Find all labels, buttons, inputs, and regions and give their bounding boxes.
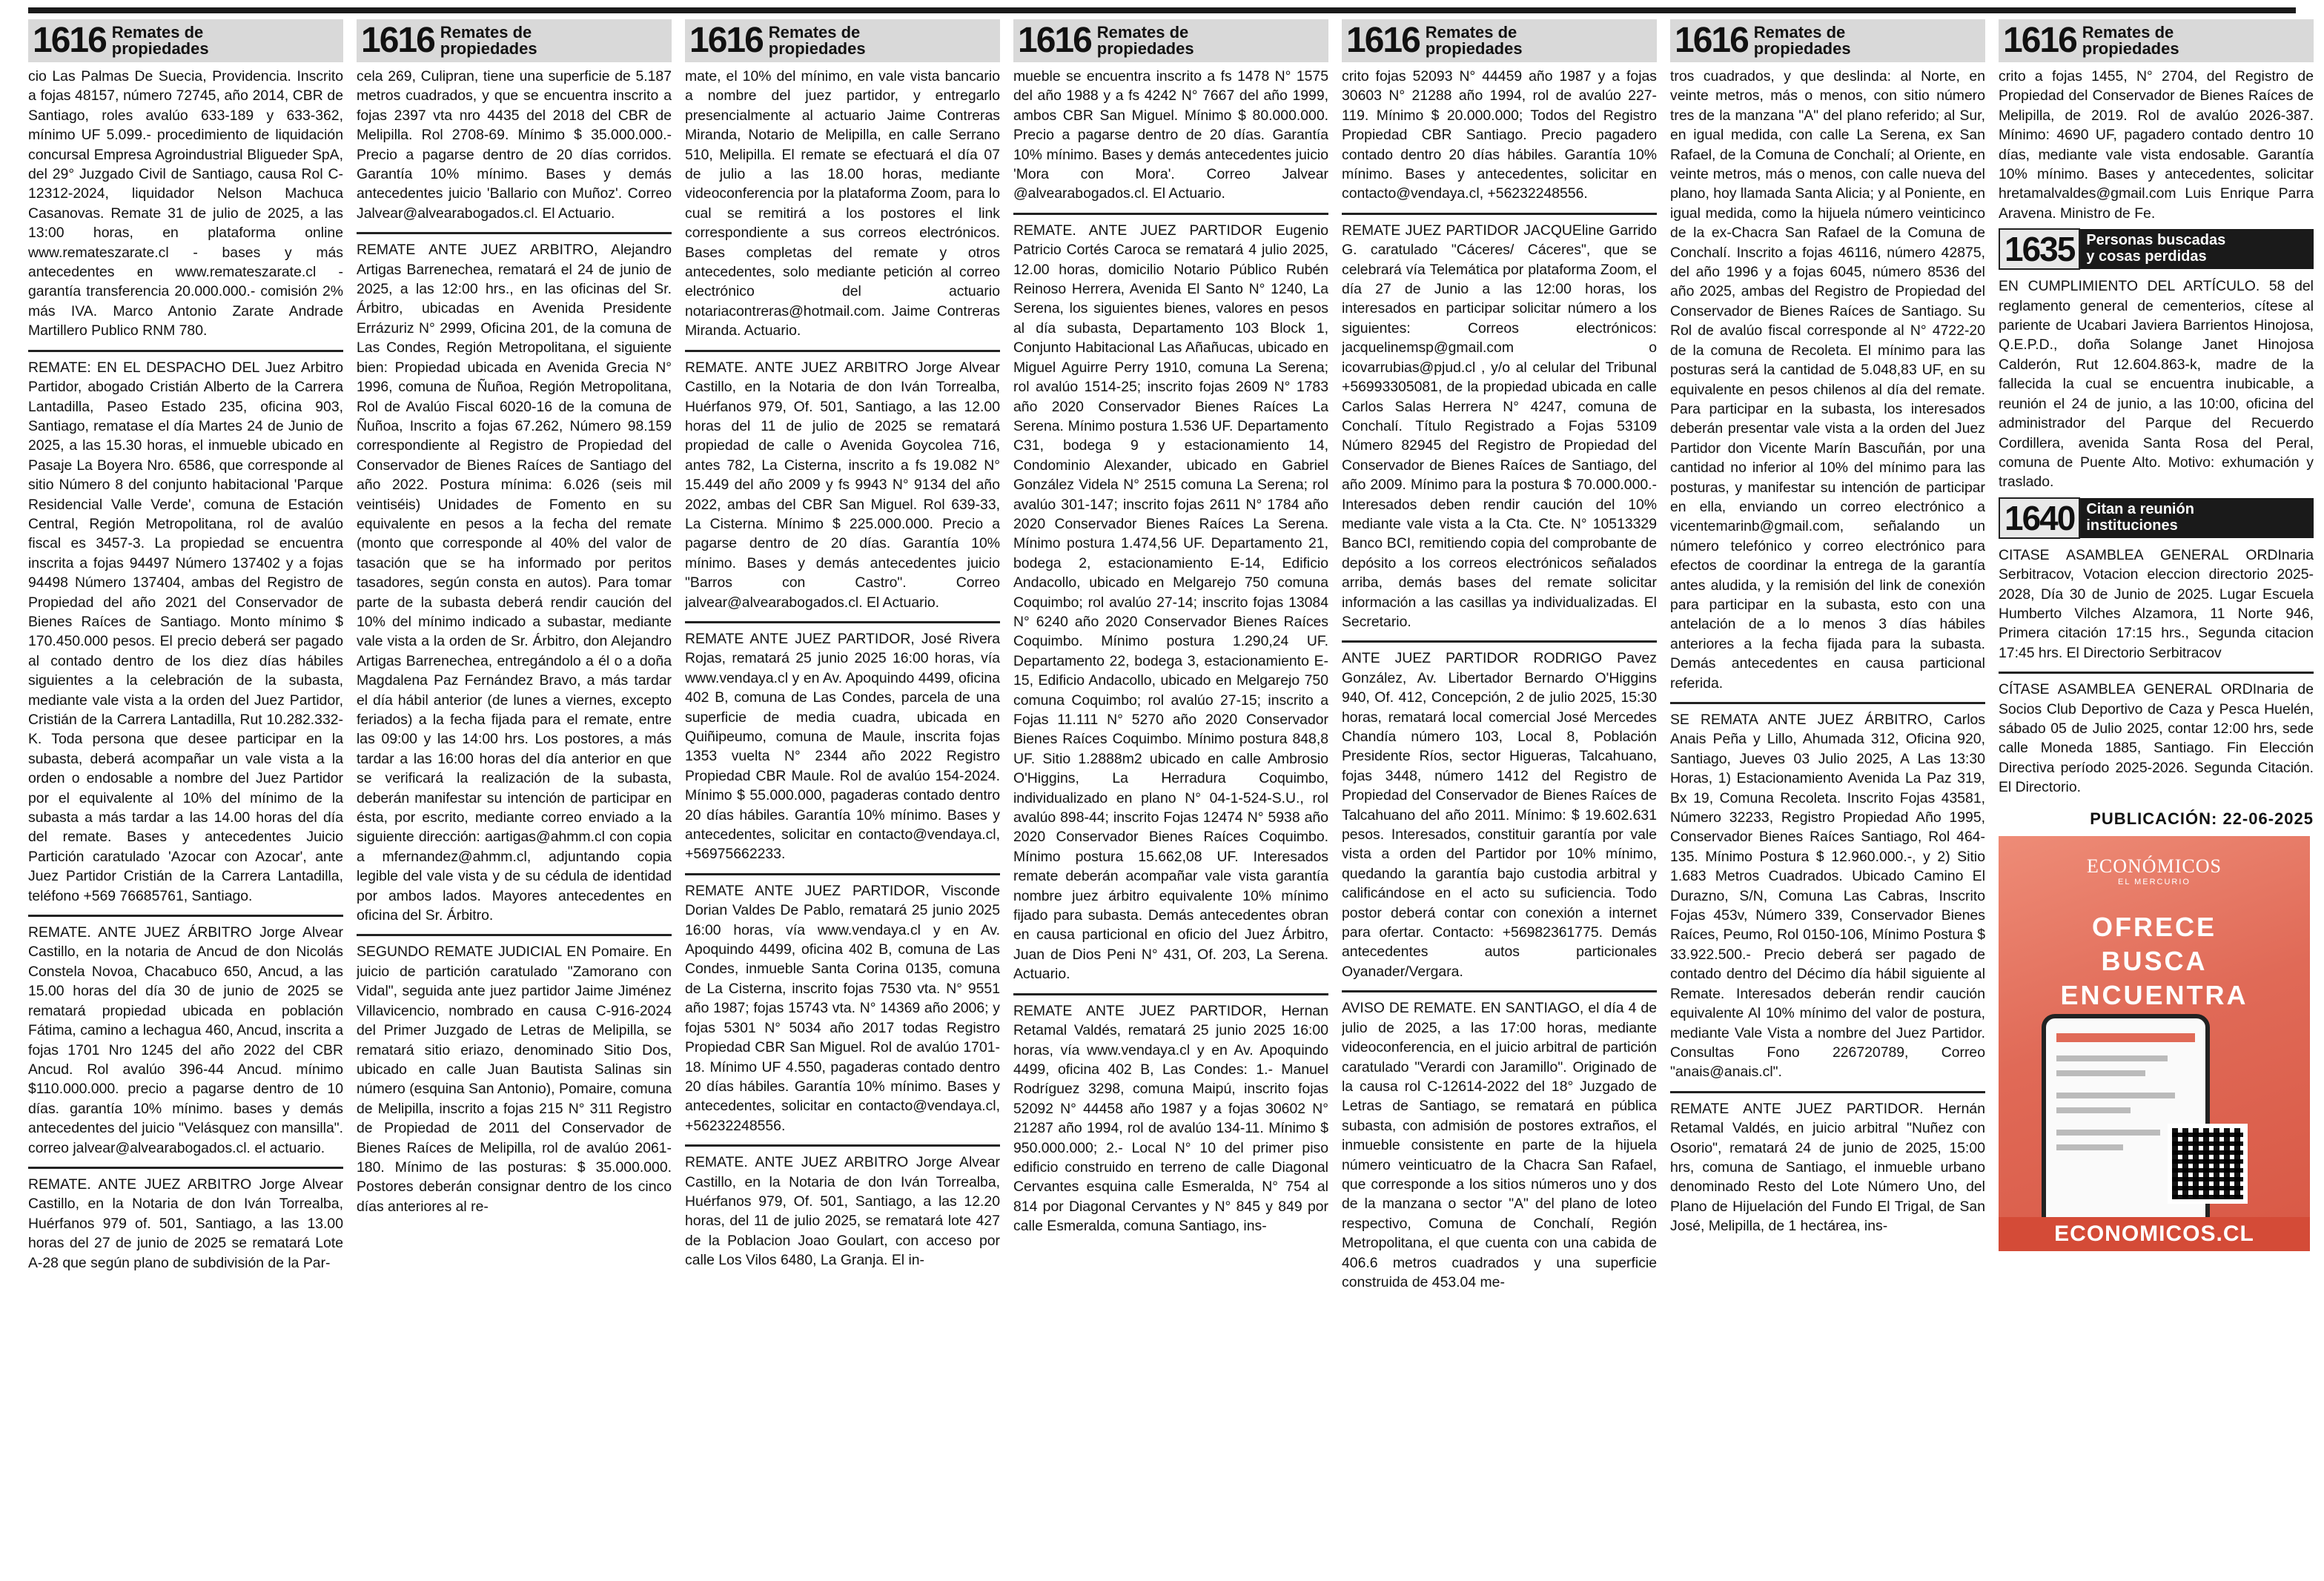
- column-2: [357, 19, 672, 1576]
- ad-text: mate, el 10% del mínimo, en vale vista bancario a nombre del juez partidor, y entregarlo presencialmente al actuario Jaime Contreras Miranda, Notario de Melipilla, en calle Serrano 510, Melipilla. El remate se efectuará el día 07 de julio a las 18.00 horas, mediante videoconferencia por la plataforma Zoom, para lo cual se remitirá a los postores el link correspondiente a sus correos electrónicos. Bases completas del remate y otros antecedentes, solo mediante petición al correo electrónico del actuario notariacontreras@hotmail.com. Jaime Contreras Miranda. Actuario.: [685, 68, 1000, 339]
- divider: [28, 915, 343, 917]
- badge-label: Personas buscadas y cosas perdidas: [2080, 229, 2314, 269]
- column-5: [1342, 19, 1657, 1576]
- ad-brand-sub: EL MERCURIO: [2118, 877, 2191, 886]
- ad-slogan: OFRECE BUSCA ENCUENTRA: [2060, 911, 2248, 1010]
- divider: [1342, 213, 1657, 215]
- economicos-advertisement: [1999, 836, 2310, 1251]
- divider: [685, 873, 1000, 875]
- divider: [685, 1144, 1000, 1147]
- ad-text: SE REMATA ANTE JUEZ ÁRBITRO, Carlos Anais Peña y Lillo, Ahumada 312, Oficina 920, Santiago, Jueves 03 Julio 2025, A Las 13:30 Horas, 1) Estacionamiento Avenida La Paz 319, Bx 19, Comuna Recoleta. Inscrito Fojas 43581, Número 32233, Registro Propiedad Año 1995, Conservador Bienes Raíces Santiago, Rol 464-135. Mínimo Postura $ 12.960.000.-, y 2) Sitio 1.683 Metros Cuadrados. Ubicado Camino El Durazno, S/N, Comuna Las Cabras, Inscrito Fojas 453v, Número 339, Conservador Bienes Raíces, Peumo, Rol 0150-106, Mínimo Postura $ 33.922.500.- Precio deberá ser pagado de contado dentro del Décimo día hábil siguiente al Remate. Interesados deberán rendir caución equivalente Al 10% mínimo del valor de postura, mediante Vale Vista a nombre del Juez Partidor. Consultas Fono 226720789, Correo "anais@anais.cl".: [1670, 712, 1985, 1081]
- ad-text: REMATE ANTE JUEZ PARTIDOR, José Rivera Rojas, rematará 25 junio 2025 16:00 horas, vía www.vendaya.cl y en Av. Apoquindo 4499, oficina 402 B, comuna de Las Condes, parcela de una superficie de media cuadra, ubicada en Quiñipeumo, comuna de Maule, inscrita fojas 1353 vuelta N° 2344 año 2022 Registro Propiedad CBR Maule. Rol de avalúo 154-2024. Mínimo $ 55.000.000, pagaderas contado dentro 20 días hábiles. Garantía 10% mínimo. Bases y antecedentes, solicitar en contacto@vendaya.cl, +56975662233.: [685, 630, 1000, 863]
- ad-text: crito fojas 52093 N° 44459 año 1987 y a fojas 30603 N° 21288 año 1994, rol de avalúo 227-119. Mínimo $ 20.000.000; Todos del Registro Propiedad CBR Santiago. Precio pagadero contado dentro 20 días hábiles. Garantía 10% mínimo. Bases y antecedentes, solicitar en contacto@vendaya.cl, +56232248556.: [1342, 68, 1657, 202]
- divider: [685, 621, 1000, 623]
- section-badge-1635: [1999, 229, 2314, 269]
- section-badge-1640: [1999, 498, 2314, 538]
- ad-text: mueble se encuentra inscrito a fs 1478 N° 1575 del año 1988 y a fs 4242 N° 7667 del año 1999, ambos CBR San Miguel. Mínimo $ 80.000.000. Precio a pagarse dentro de 20 días. Garantía 10% mínimo. Bases y demás antecedentes juicio 'Mora con Mora'. Correo Jalvear @alvearabogados.cl. El Actuario.: [1013, 68, 1328, 202]
- ad-text: REMATE JUEZ PARTIDOR JACQUEline Garrido G. caratulado "Cáceres/ Cáceres", que se celebrará vía Telemática por plataforma Zoom, el día 27 de Junio a las 12:00 horas, los interesados en participar solicitar número a los siguientes: Correos electrónicos: jacquelinemsp@gmail.com o icovarrubias@pjud.cl , y/o al celular del Tribunal +56993305081, de la propiedad ubicada en calle Carlos Salas Herrera N° 4247, comuna de Conchalí. Título Registrado a Fojas 53109 Número 82945 del Registro de Propiedad del Conservador de Bienes Raíces de Santiago, del año 2009. Mínimo para la postura $ 70.000.000.- Interesados deben rendir caución del 10% mediante vale vista a la Cta. Cte. N° 10513329 Banco BCI, remitiendo copia del comprobante de depósito a los correos electrónicos señalados arriba, demás bases del remate solicitar información a las casillas ya individualizadas. El Secretario.: [1342, 222, 1657, 630]
- section-number: 1616: [361, 21, 434, 60]
- section-header: [357, 19, 672, 62]
- section-header: [1342, 19, 1657, 62]
- ad-text: CITASE ASAMBLEA GENERAL ORDInaria Serbitracov, Votacion eleccion directorio 2025-2028, Día 30 de Junio de 2025. Lugar Escuela Humberto Vilches Alzamora, 11 Norte 946, Primera citación 17:15 hrs., Segunda citacion 17:45 hrs. El Directorio Serbitracov: [1999, 546, 2314, 661]
- ad-text: REMATE ANTE JUEZ ARBITRO, Alejandro Artigas Barrenechea, rematará el 24 de junio de 2025, a las 12:00 hrs., en las oficinas del Sr. Árbitro, ubicadas en Avenida Presidente Errázuriz N° 2999, Oficina 201, de la comuna de Las Condes, Región Metropolitana, el siguiente bien: Propiedad ubicada en Avenida Grecia N° 1996, comuna de Ñuñoa, Región Metropolitana, Rol de Avalúo Fiscal 6020-16 de la comuna de Ñuñoa, Inscrito a fojas 67.262, Número 98.159 correspondiente al Registro de Propiedad del Conservador de Bienes Raíces de Santiago del año 2022. Postura mínima: 6.026 (seis mil veintiséis) Unidades de Fomento en su equivalente en pesos a la fecha del remate (monto que corresponde al 40% del valor de tasación que se ha informado por peritos tasadores, según consta en autos). Para tomar parte de la subasta deberá rendir caución del 10% del mínimo indicado a subastar, mediante vale vista a la orden de Sr. Árbitro, don Alejandro Artigas Barrenechea, entregándolo a él o a doña Magdalena Paz Fernández Bravo, a más tardar el día hábil anterior (de lunes a viernes, excepto feriados) a la fecha fijada para el remate, entre las 09:00 y las 14:00 hrs. Los postores, a más tardar a las 16:00 horas del día anterior en que se verificará la realización de la subasta, deberán manifestar su intención de participar en ésta, por escrito, mediante correo enviado a la siguiente dirección: aartigas@ahmm.cl con copia a mfernandez@ahmm.cl, adjuntando copia legible del vale vista y de su cédula de identidad por ambos lados. Mayores antecedentes en oficina del Sr. Árbitro.: [357, 242, 672, 924]
- ad-text: AVISO DE REMATE. EN SANTIAGO, el día 4 de julio de 2025, a las 17:00 horas, mediante videoconferencia, en el juicio arbitral de partición caratulado "Verardi con Jaramillo". Originado de la causa rol C-12614-2022 del 18° Juzgado de Letras de Santiago, se rematará en pública subasta, con admisión de postores extraños, el inmueble consistente en parte de la hijuela número veinticuatro de la Chacra San Rafael, que corresponde a los sitios números uno y dos de la manzana o sector "A" del plano de loteo respectivo, Comuna de Conchalí, Región Metropolitana, el que cuenta con una cabida de 406.6 metros cuadrados y una superficie construida de 453.04 me-: [1342, 1000, 1657, 1290]
- divider: [28, 1167, 343, 1169]
- divider: [357, 232, 672, 234]
- divider: [1999, 672, 2314, 674]
- ad-text: tros cuadrados, y que deslinda: al Norte, en veinte metros, más o menos, con sitio número tres de la manzana "A" del plano referido; al Sur, en igual medida, con calle La Serena, ex San Rafael, de la Comuna de Conchalí; al Oriente, en veinte metros, más o menos, con calle nueva del plano, hoy llamada Santa Alicia; y al Poniente, en igual medida, como la hijuela número veinticinco de la ex-Chacra San Rafael de la Comuna de Conchalí. Inscrito a fojas 46116, número 42875, del año 1996 y a fojas 6045, número 8536 del año 2025, ambas del Registro de Propiedad del Conservador de Bienes Raíces de Santiago. Su Rol de avalúo fiscal corresponde al N° 4722-20 de la comuna de Recoleta. El mínimo para las posturas será la cantidad de 5.048,83 UF, en su equivalente en pesos chilenos al día del remate. Para participar en la subasta, los interesados deberán presentar vale vista a la orden del Juez Partidor don Vicente Marín Bascuñán, por una cantidad no inferior al 10% del mínimo para las posturas, y manifestar su intención de participar en ella, enviando un correo electrónico a vicentemarinb@gmail.com, señalando un número telefónico y correo electrónico para efectos de coordinar la entrega de la garantía antes aludida, y la remisión del link de conexión para participar en la subasta, esto con una antelación de a lo menos 3 días hábiles anteriores a la fecha fijada para la subasta. Demás antecedentes en causa particional referida.: [1670, 68, 1985, 692]
- section-number: 1616: [33, 21, 106, 60]
- section-number: 1616: [2003, 21, 2076, 60]
- ad-text: REMATE ANTE JUEZ PARTIDOR. Hernán Retamal Valdés, en juicio arbitral "Nuñez con Osorio", rematará 24 de junio de 2025, 15:00 hrs, comuna de Santiago, el inmueble urbano denominado Resto del Lote Número Uno, del Plano de Hijuelación del Fundo El Trigal, de San José, Melipilla, de 1 hectárea, ins-: [1670, 1100, 1985, 1235]
- divider: [1013, 213, 1328, 215]
- divider: [28, 350, 343, 352]
- section-label: Remates de propiedades: [768, 23, 866, 58]
- ad-text: REMATE ANTE JUEZ PARTIDOR, Visconde Dorian Valdes De Pablo, rematará 25 junio 2025 16:00 horas, vía www.vendaya.cl y en Av. Apoquindo 4499, oficina 402 B, comuna de Las Condes, inmueble Santa Corina 0135, comuna de La Cisterna, inscrito fojas 7530 vta. N° 9551 año 1987; fojas 15743 vta. N° 14369 año 2006; y fojas 5301 N° 5034 año 2017 todas Registro Propiedad CBR San Miguel. Rol de avalúo 1701-18. Mínimo UF 4.550, pagaderas contado dentro 20 días hábiles. Garantía 10% mínimo. Bases y antecedentes, solicitar en contacto@vendaya.cl, +56232248556.: [685, 882, 1000, 1134]
- divider: [1342, 990, 1657, 992]
- top-rule: [28, 7, 2296, 13]
- divider: [685, 350, 1000, 352]
- publication-date: PUBLICACIÓN: 22-06-2025: [2090, 809, 2314, 828]
- ad-text: REMATE: EN EL DESPACHO DEL Juez Arbitro Partidor, abogado Cristián Alberto de la Carrera Lantadilla, Paseo Estado 235, oficina 903, Santiago, rematase el día Martes 24 de Junio de 2025, a las 15.30 horas, el inmueble ubicado en Pasaje La Boyera Nro. 6586, que corresponde al sitio Número 8 del conjunto habitacional 'Parque Residencial Valle Verde', comuna de Estación Central, Región Metropolitana, rol de avalúo fiscal es 3457-3. La propiedad se encuentra inscrita a fojas 94497 Número 137402 y a fojas 94498 Número 137404, ambas del Registro de Propiedad del año 2021 del Conservador de Bienes Raíces de Santiago. Monto mínimo $ 170.450.000 pesos. El precio deberá ser pagado al contado dentro de los diez días hábiles siguientes a la celebración de la subasta, mediante vale vista a la orden del Juez Partidor, Cristián de la Carrera Lantadilla, Rut 10.282.332-K. Toda persona que desee participar en la subasta, deberá acompañar un vale vista a la orden o endosable a nombre del Juez Partidor por el equivalente al 10% del mínimo de la subasta a más tardar a las 14.00 horas del día del remate. Bases y antecedentes Juicio Partición caratulado 'Azocar con Azocar', ante Juez Partidor Cristián de la Carrera Lantadilla, teléfono +569 76685761, Santiago.: [28, 359, 343, 904]
- divider: [1013, 993, 1328, 995]
- ad-url: ECONOMICOS.CL: [1999, 1217, 2310, 1251]
- ad-text: CÍTASE ASAMBLEA GENERAL ORDInaria de Socios Club Deportivo de Caza y Pesca Huelén, sábado 05 de Julio 2025, contar 12:00 hrs, sede calle Moneda 1885, Santiago. Fin Elección Directiva período 2025-2026. Segunda Citación. El Directorio.: [1999, 681, 2314, 796]
- ad-text: REMATE. ANTE JUEZ PARTIDOR Eugenio Patricio Cortés Caroca se rematará 4 julio 2025, 12.00 horas, domicilio Notario Público Rubén Reinoso Herrera, Avenida El Santo N° 1240, La Serena, los siguientes bienes, valores en pesos al día subasta, Departamento 103 Block 1, Conjunto Habitacional Las Añañucas, ubicado en Miguel Aguirre Perry 1910, comuna La Serena; rol avalúo 1514-25; inscrito fojas 2609 N° 1783 año 2020 Conservador Bienes Raíces La Serena. Mínimo postura 1.536 UF. Departamento C31, bodega 9 y estacionamiento 14, Condominio Alexander, ubicado en Gabriel González Videla N° 2515 comuna La Serena; rol avalúo 301-147; inscrito fojas 2611 N° 1784 año 2020 Conservador Bienes Raíces La Serena. Mínimo postura 1.474,56 UF. Departamento 21, bodega 2, estacionamiento E-14, Edificio Andacollo, ubicado en Melgarejo 750 comuna Coquimbo; rol avalúo 27-14; inscrito fojas 13084 N° 6240 año 2020 Conservador Bienes Raíces Coquimbo. Mínimo postura 1.290,24 UF. Departamento 22, bodega 3, estacionamiento E-15, Edificio Andacollo, ubicado en Melgarejo 750 comuna Coquimbo; rol avalúo 27-15; inscrito a Fojas 11.111 N° 5270 año 2020 Conservador Bienes Raíces Coquimbo. Mínimo postura 848,8 UF. Sitio 1.2888m2 ubicado en calle Ambrosio O'Higgins, La Herradura Coquimbo, individualizado en plano N° 04-1-524-S.U., rol avalúo 898-44; inscrito Fojas 12474 N° 5938 año 2020 Conservador Bienes Raíces Coquimbo. Mínimo postura 15.662,08 UF. Interesados remate deberán acompañar vale vista garantía nombre juez árbitro equivalente 10% mínimo fijado para subasta. Demás antecedentes obran en causa particional en oficio del Juez Árbitro, Juan de Dios Peni N° 431, Of. 203, La Serena. Actuario.: [1013, 222, 1328, 983]
- ad-text: REMATE. ANTE JUEZ ARBITRO Jorge Alvear Castillo, en la Notaria de don Iván Torrealba, Huérfanos 979 of. 501, Santiago, a las 13.00 horas del 27 de junio de 2025 se rematará Lote A-28 que según plano de subdivisión de la Par-: [28, 1176, 343, 1271]
- column-6: [1670, 19, 1985, 1576]
- divider: [1342, 640, 1657, 643]
- section-number: 1616: [689, 21, 763, 60]
- ad-text: cio Las Palmas De Suecia, Providencia. Inscrito a fojas 48157, número 72745, año 2014, CBR de Santiago, roles avalúo 633-189 y 633-362, mínimo UF 5.099.- procedimiento de liquidación concursal Empresa Agroindustrial Bligueder SpA, del 29° Juzgado Civil de Santiago, causa Rol C-12312-2024, liquidador Nelson Machuca Casanovas. Remate 31 de julio de 2025, a las 13:00 horas, en plataforma online www.remateszarate.cl - bases y más antecedentes en www.remateszarate.cl - garantía transferencia 20.000.000.- comisión 2% más IVA. Marco Antonio Zarate Andrade Martillero Publico RNM 780.: [28, 68, 343, 339]
- badge-number: 1635: [1999, 228, 2080, 270]
- classifieds-page: [28, 19, 2314, 1576]
- badge-label: Citan a reunión instituciones: [2080, 498, 2314, 538]
- section-label: Remates de propiedades: [1425, 23, 1523, 58]
- divider: [1670, 702, 1985, 704]
- section-header: [28, 19, 343, 62]
- ad-text: SEGUNDO REMATE JUDICIAL EN Pomaire. En juicio de partición caratulado "Zamorano con Vidal", seguida ante juez partidor Jaime Jiménez Villavicencio, nombrado en causa C-916-2024 del Primer Juzgado de Letras de Melipilla, se rematará sitio eriazo, denominado Sitio Dos, ubicado en calle Juan Bautista Salinas sin número (esquina San Antonio), Pomaire, comuna de Melipilla, inscrito a fojas 215 N° 311 Registro de Propiedad de 2011 del Conservador de Bienes Raíces de Melipilla, rol de avalúo 2061-180. Mínimo de las posturas: $ 35.000.000. Postores deberán consignar dentro de los cinco días anteriores al re-: [357, 944, 672, 1215]
- column-1: [28, 19, 343, 1576]
- section-label: Remates de propiedades: [2082, 23, 2179, 58]
- section-header: [1013, 19, 1328, 62]
- ad-text: cela 269, Culipran, tiene una superficie de 5.187 metros cuadrados, y que se encuentra inscrito a fojas 2397 vta nro 4435 del 2018 del CBR de Melipilla. Rol 2708-69. Mínimo $ 35.000.000.- Precio a pagarse dentro de 20 días corridos. Garantía 10% mínimo. Bases y demás antecedentes juicio 'Ballario con Muñoz'. Correo Jalvear@alvearabogados.cl. El Actuario.: [357, 68, 672, 222]
- divider: [357, 934, 672, 936]
- section-label: Remates de propiedades: [1753, 23, 1851, 58]
- section-header: [1670, 19, 1985, 62]
- column-7: [1999, 19, 2314, 1576]
- divider: [1670, 1091, 1985, 1093]
- ad-brand: ECONÓMICOS: [2087, 855, 2222, 877]
- section-label: Remates de propiedades: [1096, 23, 1194, 58]
- ad-text: EN CUMPLIMIENTO DEL ARTÍCULO. 58 del reglamento general de cementerios, cítese al pariente de Ucabari Javiera Barrientos Hinojosa, Q.E.P.D., doña Solange Janet Hinojosa Calderón, Rut 12.604.863-k, madre de la fallecida la cual se encuentra inubicable, a reunión el 24 de junio, a las 10:00, oficina del administrador del Parque del Recuerdo Cordillera, avenida Santa Rosa del Peral, comuna de Puente Alto. Motivo: exhumación y traslado.: [1999, 278, 2314, 491]
- ad-text: ANTE JUEZ PARTIDOR RODRIGO Pavez González, Av. Libertador Bernardo O'Higgins 940, Of. 412, Concepción, 2 de julio 2025, 15:30 horas, rematará local comercial José Mercedes Chandía número 103, Local 8, Población Presidente Ríos, sector Higueras, Talcahuano, fojas 3448, número 1412 del Registro de Propiedad del Conservador de Bienes Raíces de Talcahuano del año 2011. Mínimo: $ 19.602.631 pesos. Interesados, constituir garantía por vale vista a orden del Partidor por 10% mínimo, quedando la garantía bajo custodia arbitral y calificándose en el acto su suficiencia. Todo postor deberá contar con conexión a internet para ofertar. Contacto: +56982361775. Demás antecedentes autos particionales Oyanader/Vergara.: [1342, 650, 1657, 980]
- section-label: Remates de propiedades: [111, 23, 209, 58]
- section-number: 1616: [1675, 21, 1748, 60]
- section-label: Remates de propiedades: [440, 23, 537, 58]
- ad-text: REMATE ANTE JUEZ PARTIDOR, Hernan Retamal Valdés, rematará 25 junio 2025 16:00 horas, vía www.vendaya.cl y en Av. Apoquindo 4499, oficina 402 B, Las Condes: 1.- Manuel Rodríguez 3298, comuna Maipú, inscrito fojas 52092 N° 44458 año 1987 y a fojas 30602 N° 21287 año 1994, rol de avalúo 134-11. Mínimo $ 950.000.000; 2.- Local N° 10 del primer piso edificio construido en terreno de calle Diagonal Cervantes esquina calle Esmeralda, N° 754 al 814 por Diagonal Cervantes y N° 845 y 849 por calle Esmeralda, comuna Santiago, ins-: [1013, 1002, 1328, 1235]
- ad-text: REMATE. ANTE JUEZ ARBITRO Jorge Alvear Castillo, en la Notaria de don Iván Torrealba, Huérfanos 979, Of. 501, Santiago, a las 12.00 horas del 11 de julio de 2025 se rematará propiedad de calle o Avenida Goycolea 716, antes 782, La Cisterna, inscrito a fs 19.082 N° 15.449 del año 2009 y fs 9943 N° 9134 del año 2022, ambas del CBR San Miguel. Rol 639-33, La Cisterna. Mínimo $ 225.000.000. Precio a pagarse dentro de 20 días. Garantía 10% mínimo. Bases y demás antecedentes juicio "Barros con Castro". Correo jalvear@alvearabogados.cl. El Actuario.: [685, 359, 1000, 611]
- section-number: 1616: [1018, 21, 1091, 60]
- badge-number: 1640: [1999, 497, 2080, 539]
- section-header: [1999, 19, 2314, 62]
- section-header: [685, 19, 1000, 62]
- qr-code-icon: [2168, 1124, 2248, 1204]
- column-3: [685, 19, 1000, 1576]
- ad-text: REMATE. ANTE JUEZ ÁRBITRO Jorge Alvear Castillo, en la notaria de Ancud de don Nicolás Constela Novoa, Chacabuco 650, Ancud, a las 15.00 horas del día 30 de junio de 2025 se rematará propiedad ubicada en población Fátima, camino a lechagua 460, Ancud, inscrita a fojas 1701 Nro 1245 del año 2022 del CBR Ancud. Rol avalúo 396-44 Ancud. mínimo $110.000.000. precio a pagarse dentro de 10 días. garantía 10% mínimo. bases y demás antecedentes del juicio "Velásquez con mansilla". correo jalvear@alvearabogados.cl. el actuario.: [28, 924, 343, 1156]
- ad-text: REMATE. ANTE JUEZ ARBITRO Jorge Alvear Castillo, en la Notaria de don Iván Torrealba, Huérfanos 979, Of. 501, Santiago, a las 12.20 horas, del 11 de julio 2025, se rematará lote 427 de la Poblacion Joao Goulart, con acceso por calle Los Vilos 6480, La Granja. El in-: [685, 1154, 1000, 1269]
- column-4: [1013, 19, 1328, 1576]
- section-number: 1616: [1346, 21, 1420, 60]
- ad-text: crito a fojas 1455, N° 2704, del Registro de Propiedad del Conservador de Bienes Raíces de Melipilla, de 2019. Rol de avalúo 2026-387. Mínimo: 4690 UF, pagadero contado dentro 10 días, mediante vale vista endosable. Garantía 10% mínimo. Bases y antecedentes, solicitar hretamalvaldes@gmail.com Luis Enrique Parra Aravena. Ministro de Fe.: [1999, 68, 2314, 222]
